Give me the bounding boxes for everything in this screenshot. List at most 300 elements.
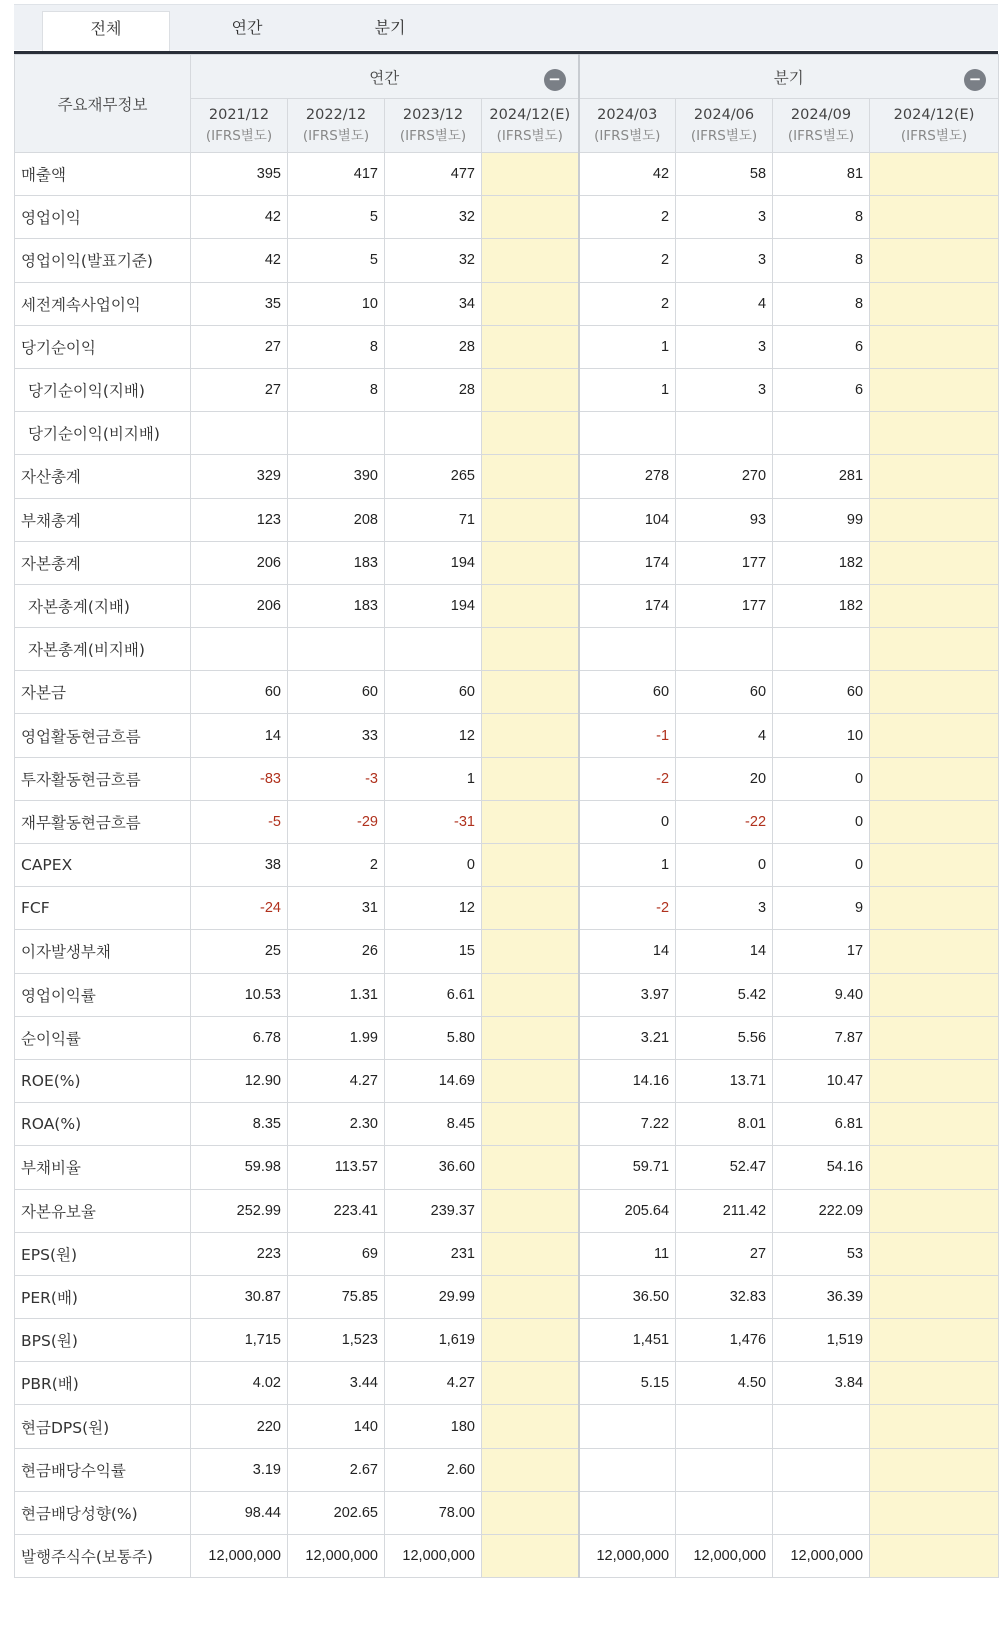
table-row	[15, 930, 999, 973]
value-cell: 60	[579, 671, 676, 714]
value-cell: 81	[773, 153, 870, 196]
value-cell: 6.81	[773, 1103, 870, 1146]
value-cell	[579, 1405, 676, 1448]
value-cell: 3	[676, 368, 773, 411]
row-label: 현금배당성향(%)	[15, 1491, 191, 1534]
value-cell	[676, 1448, 773, 1491]
value-cell: 231	[385, 1232, 482, 1275]
value-cell	[870, 714, 999, 757]
value-cell: 2.67	[288, 1448, 385, 1491]
value-cell: 27	[676, 1232, 773, 1275]
value-cell	[482, 455, 579, 498]
quarter-group-header	[579, 55, 999, 99]
value-cell: 183	[288, 541, 385, 584]
row-label: FCF	[15, 887, 191, 930]
value-cell	[870, 1016, 999, 1059]
value-cell: 3.44	[288, 1362, 385, 1405]
value-cell: 12,000,000	[579, 1535, 676, 1578]
value-cell: 206	[191, 541, 288, 584]
row-label: 재무활동현금흐름	[15, 800, 191, 843]
value-cell: 60	[773, 671, 870, 714]
row-label: 자산총계	[15, 455, 191, 498]
value-cell: 35	[191, 282, 288, 325]
value-cell	[676, 628, 773, 671]
value-cell	[482, 1103, 579, 1146]
quarter-group-label: 분기	[773, 68, 804, 87]
period-header	[870, 99, 999, 153]
row-label: 투자활동현금흐름	[15, 757, 191, 800]
table-row	[15, 584, 999, 627]
value-cell	[773, 1491, 870, 1534]
value-cell	[773, 628, 870, 671]
value-cell: 202.65	[288, 1491, 385, 1534]
table-row	[15, 1146, 999, 1189]
table-row	[15, 1059, 999, 1102]
table-row	[15, 844, 999, 887]
value-cell: 8	[773, 239, 870, 282]
value-cell: 28	[385, 368, 482, 411]
value-cell: 222.09	[773, 1189, 870, 1232]
value-cell	[870, 887, 999, 930]
value-cell	[676, 1405, 773, 1448]
value-cell: 3.84	[773, 1362, 870, 1405]
row-label: 영업이익(발표기준)	[15, 239, 191, 282]
period-label: 2024/06	[693, 106, 755, 123]
value-cell: 59.71	[579, 1146, 676, 1189]
value-cell: 205.64	[579, 1189, 676, 1232]
value-cell: 3	[676, 196, 773, 239]
period-header	[579, 99, 676, 153]
table-row	[15, 153, 999, 196]
value-cell: 14.69	[385, 1059, 482, 1102]
value-cell: 1	[579, 844, 676, 887]
value-cell: 3.97	[579, 973, 676, 1016]
table-row	[15, 887, 999, 930]
value-cell	[870, 1448, 999, 1491]
row-label: ROE(%)	[15, 1059, 191, 1102]
value-cell: 4	[676, 282, 773, 325]
value-cell	[870, 325, 999, 368]
tab-all[interactable]: 전체	[42, 11, 170, 51]
value-cell: 194	[385, 584, 482, 627]
value-cell: 93	[676, 498, 773, 541]
value-cell: -31	[385, 800, 482, 843]
value-cell: 239.37	[385, 1189, 482, 1232]
table-row	[15, 800, 999, 843]
accounting-basis-label: (IFRS별도)	[594, 127, 661, 144]
value-cell: 36.60	[385, 1146, 482, 1189]
value-cell: 12,000,000	[191, 1535, 288, 1578]
value-cell	[870, 844, 999, 887]
value-cell	[482, 1059, 579, 1102]
table-row	[15, 973, 999, 1016]
value-cell: 8	[773, 282, 870, 325]
value-cell: 31	[288, 887, 385, 930]
value-cell: 8.35	[191, 1103, 288, 1146]
tab-annual[interactable]: 연간	[231, 18, 263, 37]
value-cell	[579, 412, 676, 455]
value-cell	[482, 153, 579, 196]
table-row	[15, 628, 999, 671]
value-cell	[676, 412, 773, 455]
table-row	[15, 196, 999, 239]
value-cell: 58	[676, 153, 773, 196]
value-cell	[482, 1362, 579, 1405]
value-cell	[482, 844, 579, 887]
value-cell: 69	[288, 1232, 385, 1275]
value-cell: 211.42	[676, 1189, 773, 1232]
value-cell: 2.30	[288, 1103, 385, 1146]
value-cell: 99	[773, 498, 870, 541]
value-cell: 182	[773, 541, 870, 584]
value-cell	[482, 800, 579, 843]
value-cell	[870, 1189, 999, 1232]
value-cell	[870, 455, 999, 498]
value-cell: 1,476	[676, 1319, 773, 1362]
tab-quarterly[interactable]: 분기	[374, 18, 406, 37]
value-cell	[482, 1275, 579, 1318]
value-cell: 32.83	[676, 1275, 773, 1318]
value-cell: 265	[385, 455, 482, 498]
value-cell: -3	[288, 757, 385, 800]
value-cell: 417	[288, 153, 385, 196]
value-cell	[482, 239, 579, 282]
row-label: PER(배)	[15, 1275, 191, 1318]
value-cell: 12,000,000	[385, 1535, 482, 1578]
value-cell: 60	[676, 671, 773, 714]
row-label: 영업이익률	[15, 973, 191, 1016]
value-cell: 60	[385, 671, 482, 714]
value-cell: 223.41	[288, 1189, 385, 1232]
value-cell: 278	[579, 455, 676, 498]
period-label: 2021/12	[208, 106, 270, 123]
value-cell	[870, 973, 999, 1016]
value-cell	[579, 1448, 676, 1491]
value-cell: 223	[191, 1232, 288, 1275]
value-cell: 1,619	[385, 1319, 482, 1362]
value-cell: 2	[579, 282, 676, 325]
value-cell: 9.40	[773, 973, 870, 1016]
value-cell	[870, 1405, 999, 1448]
table-row	[15, 455, 999, 498]
row-label: ROA(%)	[15, 1103, 191, 1146]
accounting-basis-label: (IFRS별도)	[399, 127, 467, 144]
value-cell: 182	[773, 584, 870, 627]
corner-header: 주요재무정보	[15, 55, 191, 153]
value-cell: 177	[676, 541, 773, 584]
value-cell: 78.00	[385, 1491, 482, 1534]
value-cell: 12,000,000	[773, 1535, 870, 1578]
value-cell	[676, 1491, 773, 1534]
value-cell: 174	[579, 584, 676, 627]
row-label: 영업이익	[15, 196, 191, 239]
value-cell	[870, 282, 999, 325]
period-header	[385, 99, 482, 153]
row-label: CAPEX	[15, 844, 191, 887]
value-cell: 8	[288, 325, 385, 368]
table-row	[15, 1491, 999, 1534]
value-cell	[870, 1491, 999, 1534]
table-row	[15, 239, 999, 282]
value-cell	[482, 1448, 579, 1491]
table-row	[15, 1362, 999, 1405]
table-row	[15, 714, 999, 757]
value-cell: 4.27	[288, 1059, 385, 1102]
value-cell	[482, 498, 579, 541]
value-cell: 2	[579, 239, 676, 282]
value-cell	[482, 1491, 579, 1534]
value-cell: 5	[288, 196, 385, 239]
table-row	[15, 1319, 999, 1362]
value-cell: 14	[191, 714, 288, 757]
value-cell	[579, 1491, 676, 1534]
value-cell	[385, 412, 482, 455]
value-cell	[482, 757, 579, 800]
value-cell: 15	[385, 930, 482, 973]
value-cell	[870, 196, 999, 239]
value-cell: 36.50	[579, 1275, 676, 1318]
row-label: 세전계속사업이익	[15, 282, 191, 325]
row-label: 자본금	[15, 671, 191, 714]
value-cell: -29	[288, 800, 385, 843]
row-label: 현금DPS(원)	[15, 1405, 191, 1448]
value-cell: 11	[579, 1232, 676, 1275]
value-cell: 28	[385, 325, 482, 368]
value-cell: 12,000,000	[676, 1535, 773, 1578]
accounting-basis-label: (IFRS별도)	[205, 127, 273, 144]
table-row	[15, 1448, 999, 1491]
value-cell	[870, 584, 999, 627]
value-cell: 0	[773, 844, 870, 887]
table-row	[15, 1535, 999, 1578]
table-row	[15, 1405, 999, 1448]
table-row	[15, 1275, 999, 1318]
period-label: 2024/12(E)	[893, 106, 975, 123]
value-cell: 12	[385, 714, 482, 757]
period-header	[288, 99, 385, 153]
value-cell	[482, 1016, 579, 1059]
value-cell	[482, 628, 579, 671]
value-cell: 71	[385, 498, 482, 541]
value-cell: 38	[191, 844, 288, 887]
table-row	[15, 282, 999, 325]
value-cell	[482, 196, 579, 239]
period-label: 2022/12	[305, 106, 367, 123]
value-cell: 6	[773, 325, 870, 368]
value-cell	[482, 325, 579, 368]
value-cell	[191, 628, 288, 671]
value-cell: 252.99	[191, 1189, 288, 1232]
row-label: 부채비율	[15, 1146, 191, 1189]
value-cell	[482, 412, 579, 455]
table-row	[15, 541, 999, 584]
value-cell: 1	[579, 325, 676, 368]
value-cell: 3	[676, 887, 773, 930]
value-cell: 8	[773, 196, 870, 239]
value-cell: -83	[191, 757, 288, 800]
value-cell	[870, 671, 999, 714]
value-cell	[773, 412, 870, 455]
value-cell: 10	[288, 282, 385, 325]
value-cell	[870, 368, 999, 411]
accounting-basis-label: (IFRS별도)	[900, 127, 968, 144]
value-cell: 0	[385, 844, 482, 887]
value-cell: 9	[773, 887, 870, 930]
value-cell	[870, 1232, 999, 1275]
accounting-basis-label: (IFRS별도)	[690, 127, 758, 144]
value-cell	[870, 628, 999, 671]
value-cell	[482, 1319, 579, 1362]
value-cell: 123	[191, 498, 288, 541]
value-cell	[482, 541, 579, 584]
value-cell	[482, 1146, 579, 1189]
value-cell: 5	[288, 239, 385, 282]
value-cell: 60	[288, 671, 385, 714]
period-label: 2024/03	[597, 106, 658, 123]
value-cell: 52.47	[676, 1146, 773, 1189]
collapse-quarter-icon[interactable]: −	[964, 69, 986, 91]
value-cell: 4.27	[385, 1362, 482, 1405]
row-label: 이자발생부채	[15, 930, 191, 973]
value-cell: -5	[191, 800, 288, 843]
table-row	[15, 412, 999, 455]
value-cell	[870, 412, 999, 455]
value-cell: 27	[191, 325, 288, 368]
value-cell: 10.53	[191, 973, 288, 1016]
value-cell: 8.01	[676, 1103, 773, 1146]
value-cell: 6.78	[191, 1016, 288, 1059]
value-cell	[482, 1232, 579, 1275]
value-cell	[870, 757, 999, 800]
value-cell: 26	[288, 930, 385, 973]
value-cell: 1	[385, 757, 482, 800]
annual-group-header	[191, 55, 579, 99]
value-cell	[773, 1405, 870, 1448]
period-label: 2024/09	[790, 106, 852, 123]
value-cell: 12.90	[191, 1059, 288, 1102]
value-cell: -24	[191, 887, 288, 930]
value-cell: 1,519	[773, 1319, 870, 1362]
period-header	[676, 99, 773, 153]
value-cell: 104	[579, 498, 676, 541]
value-cell: 10	[773, 714, 870, 757]
value-cell	[870, 1275, 999, 1318]
row-label: 당기순이익(비지배)	[15, 412, 191, 455]
value-cell	[482, 887, 579, 930]
value-cell	[870, 498, 999, 541]
value-cell: 0	[773, 800, 870, 843]
value-cell	[482, 584, 579, 627]
value-cell: 395	[191, 153, 288, 196]
value-cell: 13.71	[676, 1059, 773, 1102]
value-cell: -1	[579, 714, 676, 757]
row-label: EPS(원)	[15, 1232, 191, 1275]
value-cell	[870, 800, 999, 843]
value-cell	[870, 1059, 999, 1102]
accounting-basis-label: (IFRS별도)	[787, 127, 855, 144]
value-cell: 6.61	[385, 973, 482, 1016]
value-cell: 5.56	[676, 1016, 773, 1059]
value-cell: 177	[676, 584, 773, 627]
value-cell: 14	[579, 930, 676, 973]
value-cell: 53	[773, 1232, 870, 1275]
value-cell: 5.15	[579, 1362, 676, 1405]
value-cell: 0	[676, 844, 773, 887]
period-tab-bar	[14, 4, 998, 50]
value-cell	[870, 239, 999, 282]
value-cell	[482, 1405, 579, 1448]
value-cell	[870, 153, 999, 196]
value-cell	[385, 628, 482, 671]
value-cell: -2	[579, 887, 676, 930]
value-cell: 8	[288, 368, 385, 411]
row-label: 영업활동현금흐름	[15, 714, 191, 757]
value-cell: 17	[773, 930, 870, 973]
collapse-annual-icon[interactable]: −	[544, 69, 566, 91]
value-cell: 5.42	[676, 973, 773, 1016]
value-cell: 194	[385, 541, 482, 584]
value-cell: 32	[385, 239, 482, 282]
value-cell: 1,523	[288, 1319, 385, 1362]
value-cell	[870, 1319, 999, 1362]
value-cell	[870, 930, 999, 973]
value-cell: 220	[191, 1405, 288, 1448]
value-cell: -2	[579, 757, 676, 800]
value-cell: 1,451	[579, 1319, 676, 1362]
value-cell: 7.22	[579, 1103, 676, 1146]
value-cell	[773, 1448, 870, 1491]
table-row	[15, 1016, 999, 1059]
table-row	[15, 671, 999, 714]
value-cell: 75.85	[288, 1275, 385, 1318]
row-label: 부채총계	[15, 498, 191, 541]
value-cell	[870, 1103, 999, 1146]
row-label: 자본총계	[15, 541, 191, 584]
period-label: 2024/12(E)	[489, 106, 571, 123]
value-cell: 3.19	[191, 1448, 288, 1491]
value-cell: 29.99	[385, 1275, 482, 1318]
value-cell: 59.98	[191, 1146, 288, 1189]
value-cell: 0	[579, 800, 676, 843]
value-cell: 33	[288, 714, 385, 757]
value-cell: 0	[773, 757, 870, 800]
value-cell: 270	[676, 455, 773, 498]
value-cell: -22	[676, 800, 773, 843]
value-cell: 477	[385, 153, 482, 196]
value-cell: 5.80	[385, 1016, 482, 1059]
value-cell: 1.99	[288, 1016, 385, 1059]
value-cell: 30.87	[191, 1275, 288, 1318]
value-cell: 3	[676, 325, 773, 368]
value-cell: 2	[579, 196, 676, 239]
period-header	[773, 99, 870, 153]
table-row	[15, 498, 999, 541]
value-cell: 2.60	[385, 1448, 482, 1491]
row-label: 자본유보율	[15, 1189, 191, 1232]
value-cell: 174	[579, 541, 676, 584]
value-cell: 3.21	[579, 1016, 676, 1059]
value-cell: 98.44	[191, 1491, 288, 1534]
value-cell	[870, 1146, 999, 1189]
row-label: 자본총계(지배)	[15, 584, 191, 627]
row-label: 순이익률	[15, 1016, 191, 1059]
financial-summary-table	[14, 54, 999, 1578]
row-label: 발행주식수(보통주)	[15, 1535, 191, 1578]
value-cell: 32	[385, 196, 482, 239]
value-cell	[288, 628, 385, 671]
table-row	[15, 1189, 999, 1232]
value-cell: 329	[191, 455, 288, 498]
